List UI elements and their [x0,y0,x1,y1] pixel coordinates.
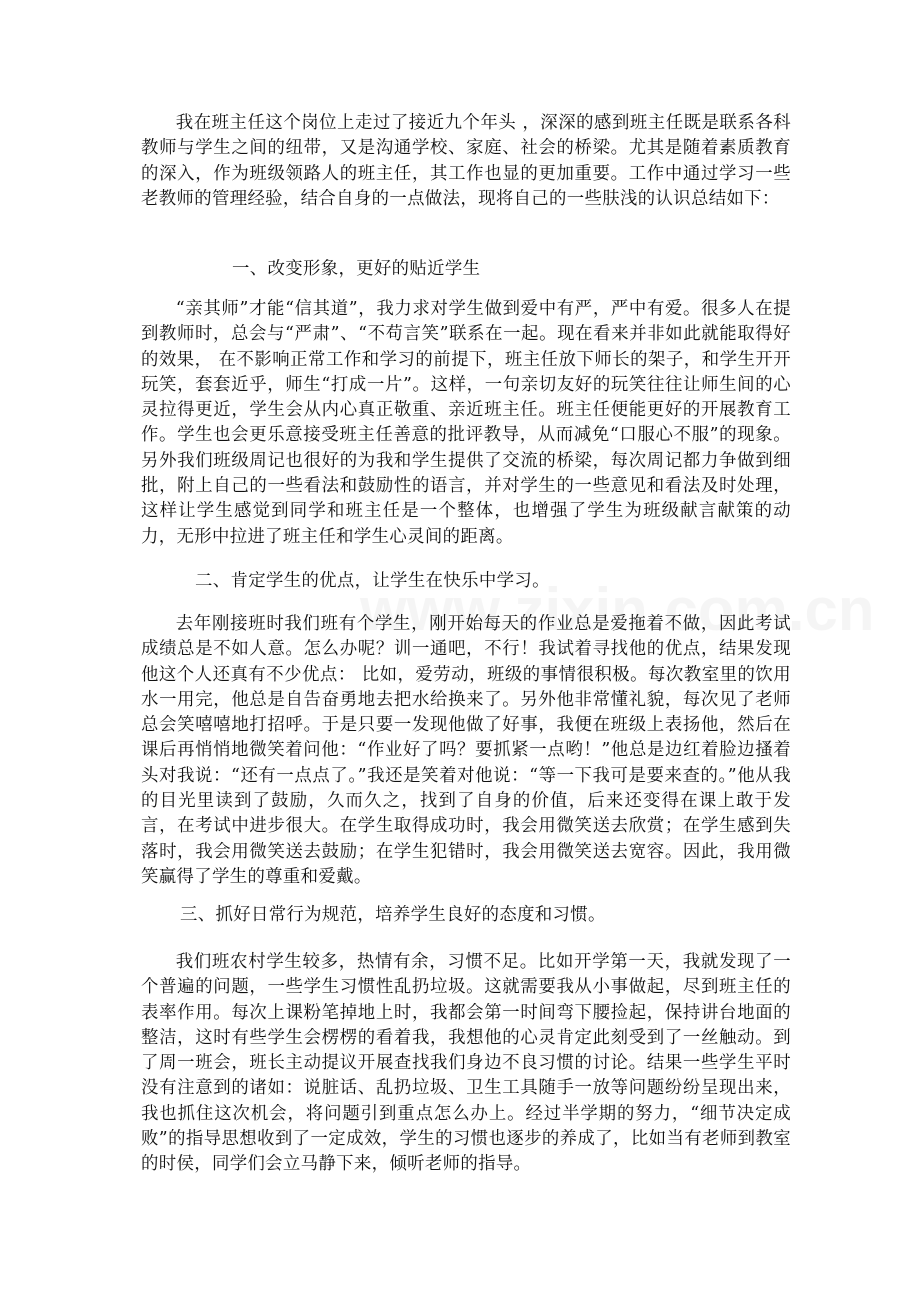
section-body-3: 我们班农村学生较多，热情有余，习惯不足。比如开学第一天，我就发现了一个普遍的问题，一些学生习惯性乱扔垃圾。这就需要我从小事做起，尽到班主任的表率作用。每次上课粉笔掉地上时，我都会第一时间弯下腰捡起，保持讲台地面的整洁，这时有些学生会楞楞的看着我，我想他的心灵肯定此刻受到了一丝触动。到了周一班会，班长主动提议开展查找我们身边不良习惯的讨论。结果一些学生平时没有注意到的诸如：说脏话、乱扔垃圾、卫生工具随手一放等问题纷纷呈现出来，我也抓住这次机会，将问题引到重点怎么办上。经过半学期的努力，“细节决定成败”的指导思想收到了一定成效，学生的习惯也逐步的养成了，比如当有老师到教室的时侯，同学们会立马静下来，倾听老师的指导。 [141,952,791,1175]
intro-paragraph: 我在班主任这个岗位上走过了接近九个年头 ，深深的感到班主任既是联系各科教师与学生之间的纽带，又是沟通学校、家庭、社会的桥梁。尤其是随着素质教育的深入，作为班级领路人的班主任，其工作也显的更加重要。工作中通过学习一些老教师的管理经验，结合自身的一点做法，现将自己的一些肤浅的认识总结如下： [141,113,791,209]
section-heading-2: 二、肯定学生的优点，让学生在快乐中学习。 [195,571,550,591]
section-body-1: “亲其师”才能“信其道”，我力求对学生做到爱中有严，严中有爱。很多人在提到教师时，总会与“严肃”、“不苟言笑”联系在一起。现在看来并非如此就能取得好的效果， 在不影响正常工作和学习的前提下，班主任放下师长的架子，和学生开开玩笑，套套近乎，师生“打成一片”。这样，一句亲切友好的玩笑往往让师生间的心灵拉得更近，学生会从内心真正敬重、亲近班主任。班主任便能更好的开展教育工作。学生也会更乐意接受班主任善意的批评教导，从而减免“口服心不服”的现象。另外我们班级周记也很好的为我和学生提供了交流的桥梁，每次周记都力争做到细批，附上自己的一些看法和鼓励性的语言，并对学生的一些意见和看法及时处理，这样让学生感觉到同学和班主任是一个整体，也增强了学生为班级献言献策的动力，无形中拉进了班主任和学生心灵间的距离。 [141,299,791,547]
section-heading-3: 三、抓好日常行为规范，培养学生良好的态度和习惯。 [180,905,606,925]
section-heading-1: 一、改变形象，更好的贴近学生 [232,259,481,279]
section-body-2: 去年刚接班时我们班有个学生，刚开始每天的作业总是爱拖着不做，因此考试成绩总是不如人意。怎么办呢？训一通吧，不行！我试着寻找他的优点，结果发现他这个人还真有不少优点： 比如，爱劳动，班级的事情很积极。每次教室里的饮用水一用完，他总是自告奋勇地去把水给换来了。另外他非常懂礼貌，每次见了老师总会笑嘻嘻地打招呼。于是只要一发现他做了好事，我便在班级上表扬他，然后在课后再悄悄地微笑着问他：“作业好了吗？要抓紧一点哟！”他总是边红着脸边搔着头对我说：“还有一点点了。”我还是笑着对他说：“等一下我可是要来查的。”他从我的目光里读到了鼓励，久而久之，找到了自身的价值，后来还变得在课上敢于发言，在考试中进步很大。在学生取得成功时，我会用微笑送去欣赏；在学生感到失落时，我会用微笑送去鼓励；在学生犯错时，我会用微笑送去宽容。因此，我用微笑赢得了学生的尊重和爱戴。 [141,614,791,887]
